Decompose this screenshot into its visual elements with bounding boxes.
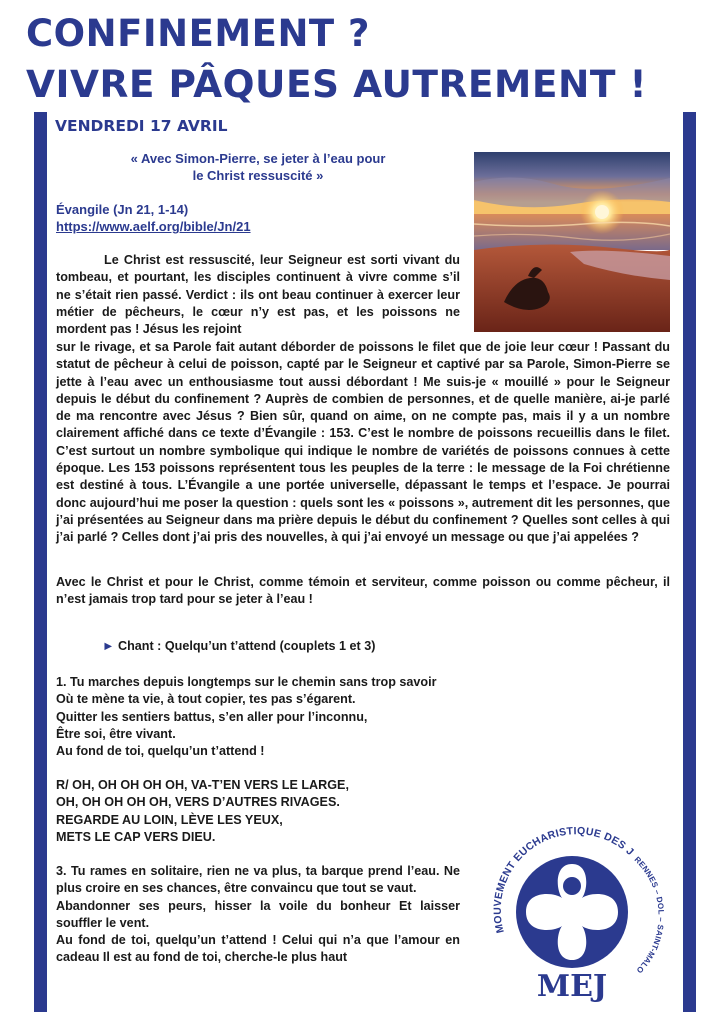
date-heading: VENDREDI 17 AVRIL: [55, 117, 228, 135]
body-paragraph-1: Le Christ est ressuscité, leur Seigneur est sorti vivant du tombeau, et pourtant, les disciples continuent à vivre comme s’il ne s’était rien passé. Verdict : ils ont beau continuer à exercer leur métier de pêcheurs, le cœur n’y est pas, et les poissons ne mordent pas ! Jésus les rejoint: [56, 253, 460, 337]
gospel-link[interactable]: https://www.aelf.org/bible/Jn/21: [56, 219, 251, 234]
right-border-bar: [683, 112, 696, 1012]
body-paragraph-3: Avec le Christ et pour le Christ, comme témoin et serviteur, comme poisson ou comme pêcheur, il n’est jamais trop tard pour se jeter à l’eau !: [56, 575, 670, 607]
cross-icon: [516, 856, 628, 968]
svg-text:RENNES – DOL – SAINT-MALO: [633, 855, 666, 975]
refrain-line: OH, OH OH OH OH, VERS D’AUTRES RIVAGES.: [56, 795, 340, 810]
headline-line-1: CONFINEMENT ?: [26, 12, 370, 55]
verse-line: Abandonner ses peurs, hisser la voile du bonheur Et laisser souffler le vent.: [56, 898, 460, 930]
logo-acronym: MEJ: [536, 969, 608, 1004]
verse-line: Au fond de toi, quelqu’un t’attend !: [56, 744, 265, 759]
mej-logo: [486, 820, 670, 1006]
verse-line: Quitter les sentiers battus, s’en aller pour l’inconnu,: [56, 709, 368, 724]
verse-line: Au fond de toi, quelqu’un t’attend ! Celui qui n’a que l’amour en cadeau Il est au fond de toi, cherche-le plus haut: [56, 933, 460, 965]
gospel-quote: [56, 150, 460, 184]
verse-line: 3. Tu rames en solitaire, rien ne va plus, ta barque prend l’eau. Ne plus croire en ses chances, être convaincu que tout se vaut.: [56, 864, 460, 896]
gospel-reference: Évangile (Jn 21, 1-14): [56, 202, 189, 217]
logo-top-text: MOUVEMENT EUCHARISTIQUE DES J: [491, 825, 637, 935]
refrain-line: REGARDE AU LOIN, LÈVE LES YEUX,: [56, 812, 283, 827]
logo-side-text: RENNES – DOL – SAINT-MALO: [632, 854, 666, 975]
quote-line-1: « Avec Simon-Pierre, se jeter à l’eau pour: [130, 151, 386, 166]
verse-line: Être soi, être vivant.: [56, 726, 176, 741]
verse-3: [56, 863, 460, 967]
headline-line-2: VIVRE PÂQUES AUTREMENT !: [26, 62, 648, 106]
chant-heading: [102, 639, 375, 653]
refrain-line: METS LE CAP VERS DIEU.: [56, 829, 216, 844]
verse-1: [56, 674, 437, 760]
verse-line: Où te mène ta vie, à tout copier, tes pas s’égarent.: [56, 692, 356, 707]
verse-line: 1. Tu marches depuis longtemps sur le chemin sans trop savoir: [56, 675, 437, 689]
body-paragraph-2: sur le rivage, et sa Parole fait autant déborder de poissons le filet que de joie leur cœur ! Passant du statut de pêcheur à celui de poisson, capté par le Seigneur et captivé par sa Parole, Simon-Pierre se jette à l’eau avec un enthousiasme tout aussi débordant ! Me suis-je « mouillé » pour le Seigneur depuis le début du confinement ? Auprès de combien de personnes, et de quelle manière, ai-je parlé de ma rencontre avec Jésus ? Bien sûr, quand on aime, on ne compte pas, mais il y a un nombre clairement affiché dans ce texte d’Évangile : 153. C’est le nombre de poissons recueillis dans le filet. C’est surtout un nombre symbolique qui indique le nombre de variétés de poissons connues à cette époque. Les 153 poissons représentent tous les peuples de la terre : le message de la Foi chrétienne est destiné à tous. L’Évangile a une portée universelle, dépassant le temps et l’espace. Je pourrai donc aujourd’hui me poser la question : quels sont les « poissons », autrement dit les personnes, que j’ai présentées au Seigneur dans ma prière depuis le début du confinement ? Quelles sont celles à qui j’ai parlé ? Celles dont j’ai pris des nouvelles, à qui j’ai envoyé un message ou que j’ai appelées ?: [56, 340, 670, 545]
sunset-beach-photo: [474, 152, 670, 332]
refrain-line: R/ OH, OH OH OH OH, VA-T’EN VERS LE LARGE,: [56, 778, 349, 792]
triangle-bullet-icon: ►: [102, 639, 115, 653]
chant-title: Chant : Quelqu’un t’attend (couplets 1 et 3): [117, 639, 376, 653]
quote-line-2: le Christ ressuscité »: [192, 168, 324, 183]
left-border-bar: [34, 112, 47, 1012]
refrain: [56, 777, 349, 846]
